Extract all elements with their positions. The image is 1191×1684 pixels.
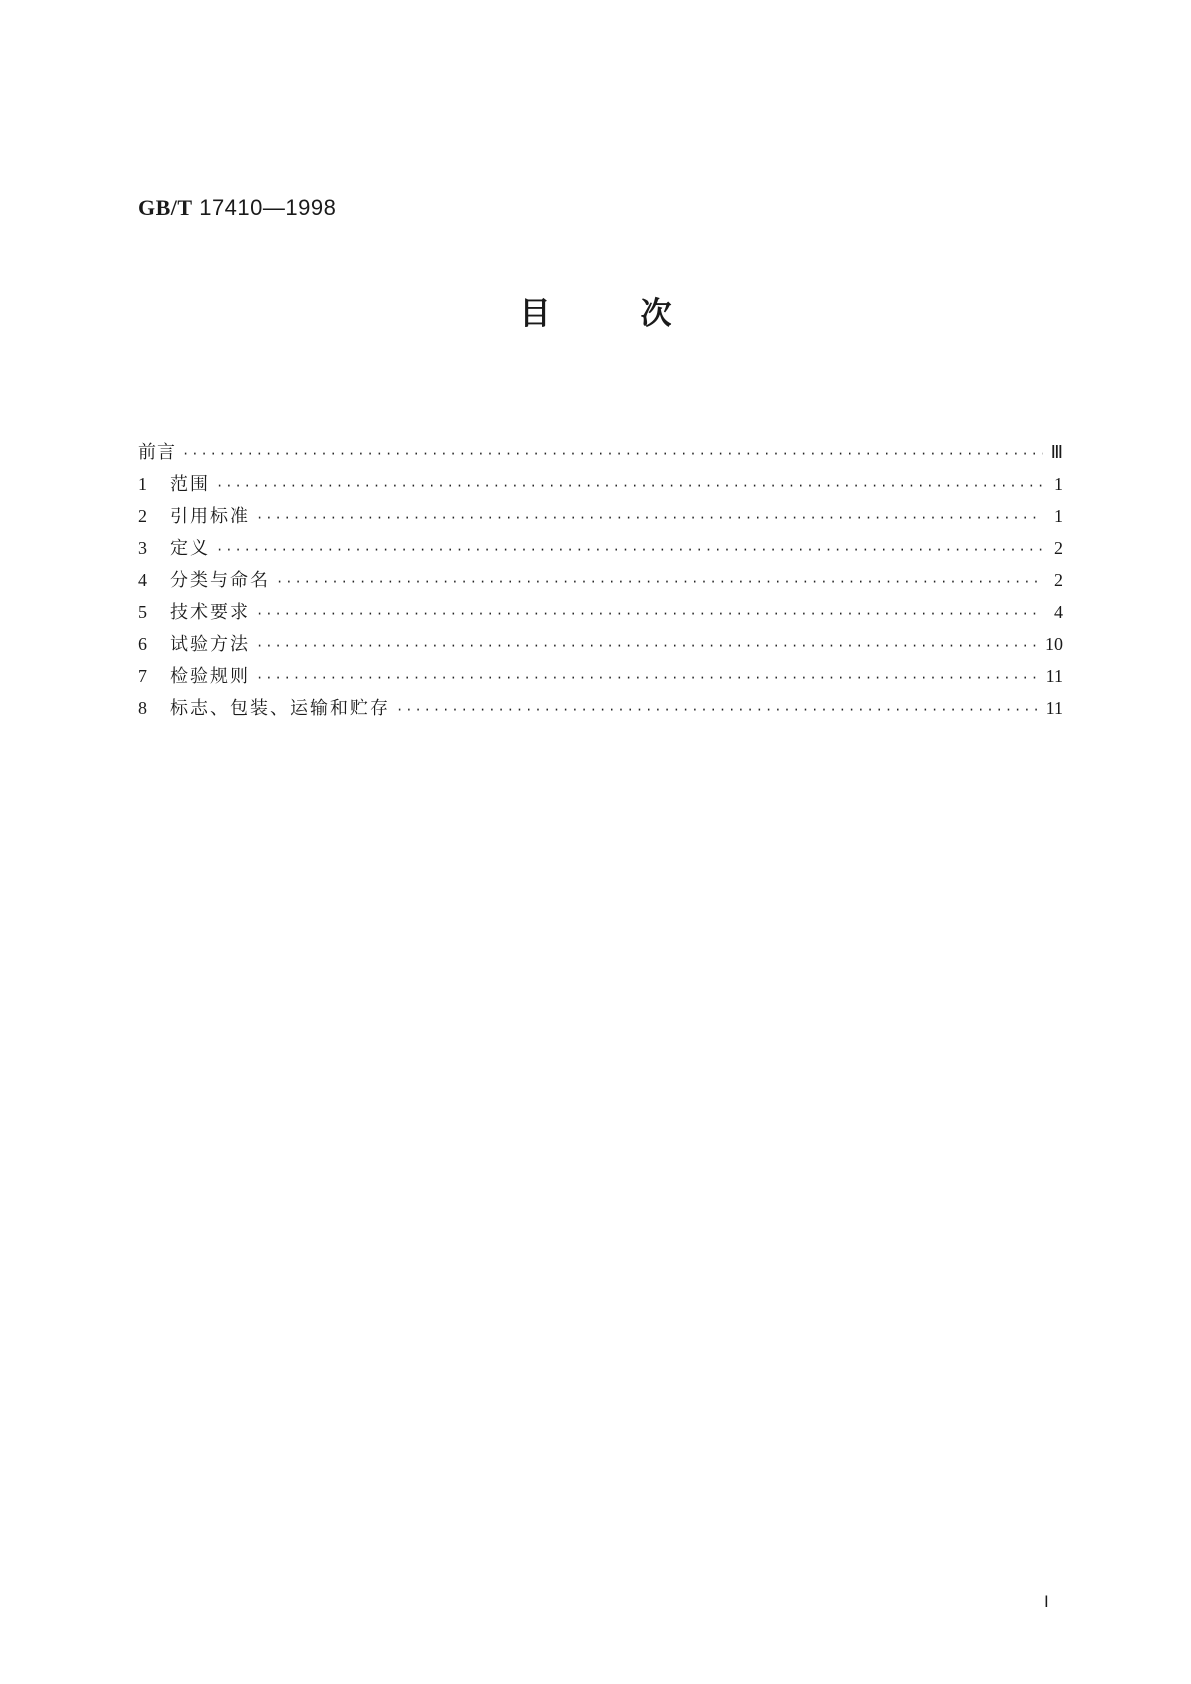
toc-entry-page: 1: [1054, 506, 1063, 526]
toc-entry-label: 定义: [170, 538, 210, 559]
toc-entry-classification[interactable]: [138, 564, 1063, 596]
toc-entry-number: 6: [138, 634, 147, 654]
toc-entry-definitions[interactable]: [138, 532, 1063, 564]
toc-dot-leader: [216, 534, 1043, 566]
toc-entry-foreword[interactable]: [138, 436, 1063, 468]
toc-entry-number: 4: [138, 570, 147, 590]
toc-dot-leader: [256, 598, 1043, 630]
toc-entry-page: 11: [1045, 698, 1063, 718]
toc-title: 目次: [519, 296, 762, 332]
toc-entry-number: 7: [138, 666, 147, 686]
toc-entry-inspection-rules[interactable]: [138, 660, 1063, 692]
toc-entry-normative-references[interactable]: [138, 500, 1063, 532]
toc-entry-page: 10: [1045, 634, 1063, 654]
toc-entry-label: 引用标准: [170, 506, 250, 527]
standard-prefix: GB/T: [138, 195, 193, 220]
toc-entry-technical-requirements[interactable]: [138, 596, 1063, 628]
toc-entry-page: Ⅲ: [1050, 442, 1063, 462]
page-number: Ⅰ: [1044, 1594, 1049, 1611]
toc-entry-label: 标志、包装、运输和贮存: [170, 698, 390, 719]
toc-entry-number: 2: [138, 506, 147, 526]
toc-dot-leader: [256, 502, 1043, 534]
toc-dot-leader: [216, 470, 1043, 502]
toc-dot-leader: [182, 438, 1043, 470]
toc-entry-number: 1: [138, 474, 147, 494]
toc-entry-label: 技术要求: [170, 602, 250, 623]
toc-entry-test-methods[interactable]: [138, 628, 1063, 660]
standard-number: 17410—1998: [199, 195, 337, 220]
toc-entry-number: 3: [138, 538, 147, 558]
toc-dot-leader: [396, 694, 1040, 726]
toc-entry-page: 4: [1054, 602, 1063, 622]
toc-entry-page: 2: [1054, 538, 1063, 558]
toc-entry-scope[interactable]: [138, 468, 1063, 500]
toc-entry-label: 前言: [138, 442, 176, 463]
toc-entry-page: 1: [1054, 474, 1063, 494]
toc-entry-number: 8: [138, 698, 147, 718]
toc-entry-label: 范围: [170, 474, 210, 495]
toc-entry-label: 试验方法: [170, 634, 250, 655]
standard-code: [138, 195, 336, 221]
toc-entry-page: 2: [1054, 570, 1063, 590]
toc-entry-label: 检验规则: [170, 666, 250, 687]
toc-entry-number: 5: [138, 602, 147, 622]
toc-dot-leader: [276, 566, 1043, 598]
toc-entry-page: 11: [1045, 666, 1063, 686]
table-of-contents: [138, 436, 1063, 724]
toc-entry-marking-packaging[interactable]: [138, 692, 1063, 724]
toc-dot-leader: [256, 662, 1040, 694]
toc-dot-leader: [256, 630, 1039, 662]
toc-entry-label: 分类与命名: [170, 570, 270, 591]
